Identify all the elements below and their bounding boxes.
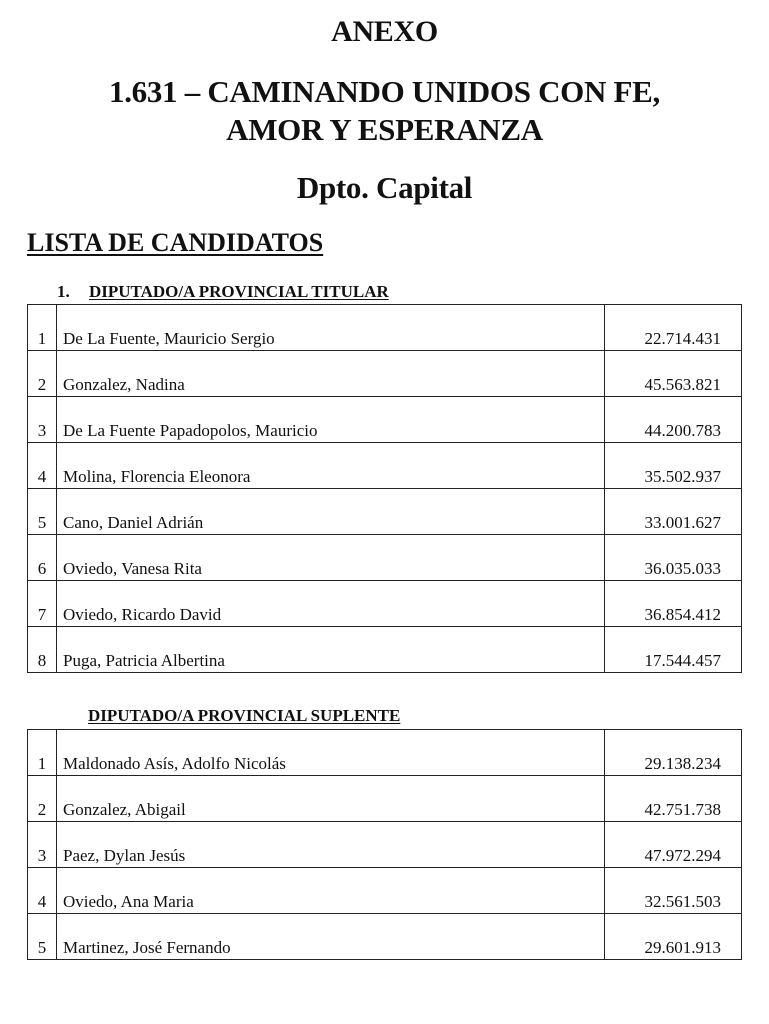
- candidate-dni: 36.035.033: [605, 535, 742, 581]
- table-row: [28, 535, 742, 581]
- table-row: [28, 776, 742, 822]
- candidate-dni: 32.561.503: [605, 868, 742, 914]
- department-title: Dpto. Capital: [296, 170, 473, 205]
- candidate-dni: 17.544.457: [605, 627, 742, 673]
- titular-table: [27, 304, 742, 673]
- candidate-dni: 42.751.738: [605, 776, 742, 822]
- candidate-dni: 22.714.431: [605, 305, 742, 351]
- table-row: [28, 351, 742, 397]
- row-number: 2: [28, 351, 57, 397]
- row-number: 1: [28, 730, 57, 776]
- row-number: 4: [28, 443, 57, 489]
- table-row: [28, 822, 742, 868]
- candidate-name: Martinez, José Fernando: [57, 914, 605, 960]
- candidate-dni: 29.601.913: [605, 914, 742, 960]
- list-name-line-2: AMOR Y ESPERANZA: [226, 112, 543, 147]
- annex-title: ANEXO: [331, 15, 438, 48]
- candidate-dni: 33.001.627: [605, 489, 742, 535]
- candidate-name: De La Fuente Papadopolos, Mauricio: [57, 397, 605, 443]
- row-number: 5: [28, 489, 57, 535]
- table-row: [28, 730, 742, 776]
- table-row: [28, 443, 742, 489]
- candidate-dni: 47.972.294: [605, 822, 742, 868]
- suplente-heading-text: DIPUTADO/A PROVINCIAL SUPLENTE: [88, 706, 401, 725]
- row-number: 6: [28, 535, 57, 581]
- row-number: 4: [28, 868, 57, 914]
- section-title: LISTA DE CANDIDATOS: [27, 228, 324, 257]
- titular-heading: [57, 282, 389, 302]
- titular-heading-number: 1.: [57, 282, 70, 301]
- row-number: 8: [28, 627, 57, 673]
- candidate-name: Puga, Patricia Albertina: [57, 627, 605, 673]
- candidate-name: Oviedo, Ricardo David: [57, 581, 605, 627]
- row-number: 3: [28, 822, 57, 868]
- candidate-name: Oviedo, Vanesa Rita: [57, 535, 605, 581]
- table-row: [28, 914, 742, 960]
- candidate-name: Paez, Dylan Jesús: [57, 822, 605, 868]
- row-number: 3: [28, 397, 57, 443]
- list-name-line-1: 1.631 – CAMINANDO UNIDOS CON FE,: [109, 74, 660, 109]
- table-row: [28, 489, 742, 535]
- table-row: [28, 627, 742, 673]
- table-row: [28, 581, 742, 627]
- table-row: [28, 305, 742, 351]
- table-row: [28, 868, 742, 914]
- candidate-dni: 29.138.234: [605, 730, 742, 776]
- candidate-name: Oviedo, Ana Maria: [57, 868, 605, 914]
- candidate-name: De La Fuente, Mauricio Sergio: [57, 305, 605, 351]
- candidate-name: Gonzalez, Nadina: [57, 351, 605, 397]
- table-row: [28, 397, 742, 443]
- row-number: 7: [28, 581, 57, 627]
- candidate-name: Molina, Florencia Eleonora: [57, 443, 605, 489]
- row-number: 2: [28, 776, 57, 822]
- suplente-table: [27, 729, 742, 960]
- suplente-heading: [88, 706, 400, 726]
- candidate-dni: 35.502.937: [605, 443, 742, 489]
- suplente-table-body: [28, 730, 742, 960]
- candidate-dni: 45.563.821: [605, 351, 742, 397]
- candidate-dni: 36.854.412: [605, 581, 742, 627]
- candidate-name: Gonzalez, Abigail: [57, 776, 605, 822]
- candidate-dni: 44.200.783: [605, 397, 742, 443]
- candidate-name: Cano, Daniel Adrián: [57, 489, 605, 535]
- titular-table-body: [28, 305, 742, 673]
- candidate-name: Maldonado Asís, Adolfo Nicolás: [57, 730, 605, 776]
- row-number: 1: [28, 305, 57, 351]
- row-number: 5: [28, 914, 57, 960]
- titular-heading-text: DIPUTADO/A PROVINCIAL TITULAR: [89, 282, 389, 301]
